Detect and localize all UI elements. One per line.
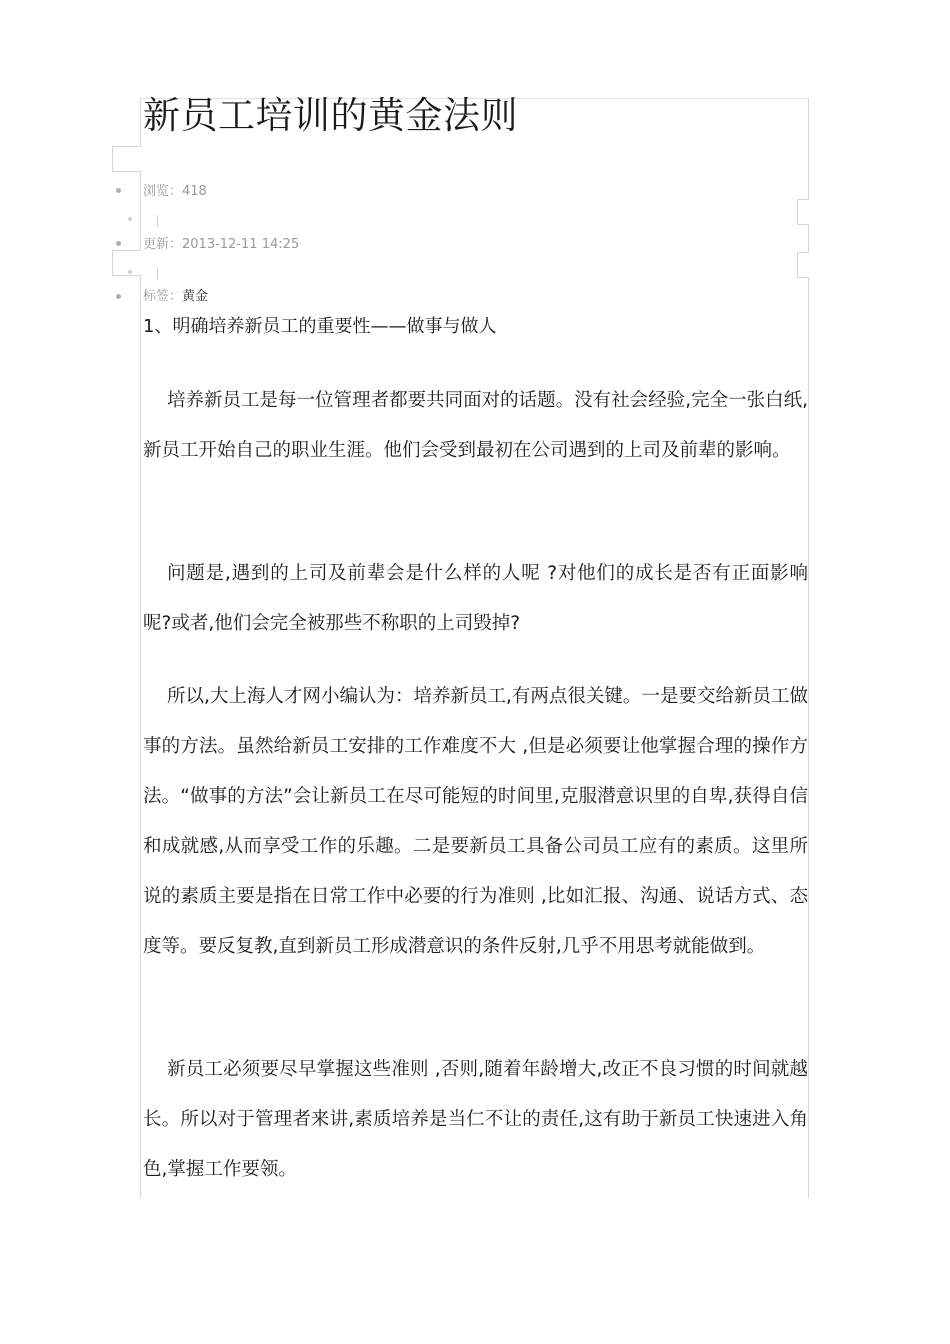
meta-sub-bullet-icon <box>128 270 132 274</box>
tags-label: 标签： <box>143 289 183 304</box>
article-paragraph-2: 问题是,遇到的上司及前辈会是什么样的人呢 ?对他们的成长是否有正面影响呢?或者,他们会完全被那些不称职的上司毁掉? <box>143 563 808 634</box>
meta-bullet-icon <box>116 294 121 299</box>
frame-tab-right-2 <box>797 252 809 278</box>
article-paragraph-4: 新员工必须要尽早掌握这些准则 ,否则,随着年龄增大,改正不良习惯的时间就越长。所以对于管理者来讲,素质培养是当仁不让的责任,这有助于新员工快速进入角色,掌握工作要领。 <box>143 1059 808 1180</box>
article-paragraph-1: 培养新员工是每一位管理者都要共同面对的话题。没有社会经验,完全一张白纸,新员工开始自己的职业生涯。他们会受到最初在公司遇到的上司及前辈的影响。 <box>143 390 808 461</box>
section-heading: 1、明确培养新员工的重要性——做事与做人 <box>143 316 497 337</box>
meta-sub-bullet-icon <box>128 217 132 221</box>
meta-divider <box>157 215 158 227</box>
tags <box>143 288 208 306</box>
views-label: 浏览： <box>143 184 183 199</box>
frame-tab-left-1 <box>112 146 141 172</box>
updated-value: 2013-12-11 14:25 <box>182 237 300 252</box>
article-paragraph-3: 所以,大上海人才网小编认为：培养新员工,有两点很关键。一是要交给新员工做事的方法。虽然给新员工安排的工作难度不大 ,但是必须要让他掌握合理的操作方法。“做事的方法”会让新员工在尽可能短的时间里,克服潜意识里的自卑,获得自信和成就感,从而享受工作的乐趣。二是要新员工具备公司员工应有的素质。这里所说的素质主要是指在日常工作中必要的行为准则 ,比如汇报、沟通、说话方式、态度等。要反复教,直到新员工形成潜意识的条件反射,几乎不用思考就能做到。 <box>143 686 808 957</box>
frame-tab-left-2 <box>112 250 141 276</box>
updated-time <box>143 236 299 254</box>
article-title: 新员工培训的黄金法则 <box>143 94 518 137</box>
meta-divider <box>157 268 158 280</box>
views-count <box>143 183 207 201</box>
meta-bullet-icon <box>116 241 121 246</box>
frame-tab-right-1 <box>797 199 809 225</box>
updated-label: 更新： <box>143 237 183 252</box>
views-value: 418 <box>182 184 207 199</box>
tag-link[interactable]: 黄金 <box>182 289 209 304</box>
meta-bullet-icon <box>116 188 121 193</box>
